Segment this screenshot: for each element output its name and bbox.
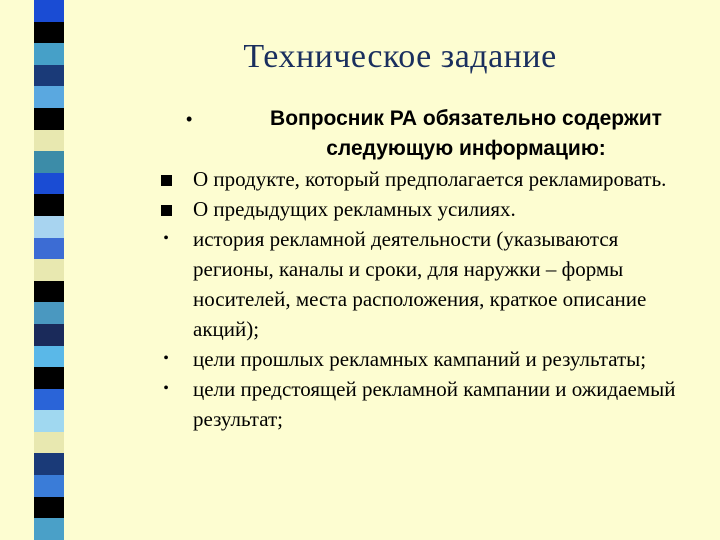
stripe-segment <box>34 173 64 195</box>
intro-text: Вопросник РА обязательно содержит следующую информацию: <box>270 107 662 160</box>
stripe-segment <box>34 0 64 22</box>
list-item-text: О продукте, который предполагается рекламировать. <box>193 167 667 191</box>
stripe-segment <box>34 518 64 540</box>
stripe-segment <box>34 238 64 260</box>
slide-title: Техническое задание <box>243 38 557 75</box>
stripe-segment <box>34 22 64 44</box>
stripe-segment <box>34 65 64 87</box>
stripe-segment <box>34 432 64 454</box>
bullet-icon: • <box>186 109 193 129</box>
square-bullet-icon <box>155 164 177 194</box>
stripe-segment <box>34 194 64 216</box>
stripe-segment <box>34 281 64 303</box>
stripe-segment <box>34 389 64 411</box>
stripe-segment <box>34 367 64 389</box>
intro-line <box>186 104 716 164</box>
list-item <box>155 194 700 224</box>
list-item-text: О предыдущих рекламных усилиях. <box>193 197 516 221</box>
list-item <box>155 344 700 374</box>
stripe-segment <box>34 346 64 368</box>
stripe-segment <box>34 453 64 475</box>
stripe-segment <box>34 324 64 346</box>
decorative-stripe <box>34 0 64 540</box>
list-item-text: цели прошлых рекламных кампаний и результаты; <box>193 347 647 371</box>
square-bullet-icon <box>155 194 177 224</box>
stripe-segment <box>34 130 64 152</box>
dot-bullet-icon: • <box>163 230 169 247</box>
list-item-text: история рекламной деятельности (указываются регионы, каналы и сроки, для наружки – формы носителей, места расположения, краткое описание акций); <box>193 227 647 341</box>
stripe-segment <box>34 86 64 108</box>
bullet-list <box>155 164 700 434</box>
list-item-text: цели предстоящей рекламной кампании и ожидаемый результат; <box>193 377 676 431</box>
stripe-segment <box>34 259 64 281</box>
stripe-segment <box>34 410 64 432</box>
stripe-segment <box>34 216 64 238</box>
stripe-segment <box>34 475 64 497</box>
list-item <box>155 374 700 434</box>
dot-bullet-icon: • <box>163 380 169 397</box>
stripe-segment <box>34 302 64 324</box>
stripe-segment <box>34 151 64 173</box>
stripe-segment <box>34 43 64 65</box>
list-item <box>155 224 700 344</box>
dot-bullet-icon: • <box>163 350 169 367</box>
stripe-segment <box>34 108 64 130</box>
list-item <box>155 164 700 194</box>
stripe-segment <box>34 497 64 519</box>
